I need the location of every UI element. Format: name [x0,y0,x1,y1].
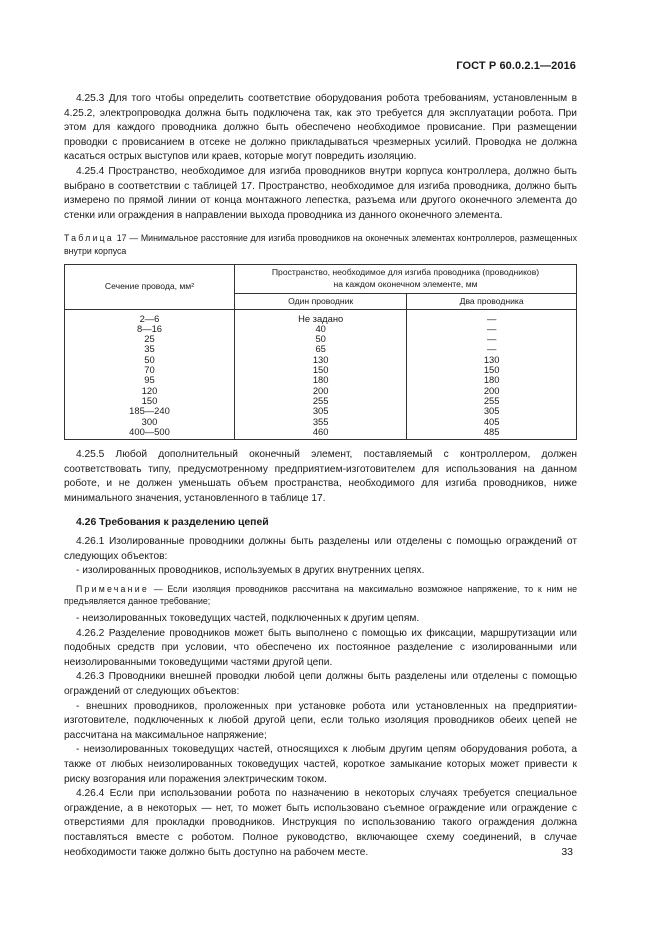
paragraph-4-26-1: 4.26.1 Изолированные проводники должны быть разделены или отделены с помощью ограждений от следующих объектов: [64,536,577,562]
list-item: - внешних проводников, проложенных при установке робота или установленных на предприятии-изготовителе, подключенных к любой другой цепи, если только изоляция проводников обеих цепей не рассчитана на максимальное напряжение; [64,700,577,741]
paragraph-4-25-5: 4.25.5 Любой дополнительный оконечный элемент, поставляемый с контроллером, должен соответствовать типу, предусмотренному предприятием-изготовителем для использования на данном роботе, и не должен уменьшать объем пространства, необходимого для изгиба проводников, ниже минимального значения, установленного в таблице 17. [64,449,577,504]
cell-one-conductor: 150 [235,365,407,375]
col-header-one-conductor: Один проводник [235,293,407,309]
cell-section: 25 [65,334,235,344]
cell-one-conductor: Не задано [235,309,407,324]
table-caption-text: 17 — Минимальное расстояние для изгиба проводников на оконечных элементах контроллеров, размещенных внутри корпуса [64,233,577,256]
table-17-caption [64,232,577,257]
cell-section: 120 [65,386,235,396]
section-heading-4-26: 4.26 Требования к разделению цепей [76,517,269,529]
cell-one-conductor: 40 [235,324,407,334]
note-label: Примечание [76,583,149,594]
cell-one-conductor: 355 [235,417,407,427]
col-header-space [235,264,577,293]
cell-one-conductor: 200 [235,386,407,396]
table-17-body [65,309,577,440]
cell-two-conductors: — [407,324,577,334]
paragraph-4-26-4: 4.26.4 Если при использовании робота по назначению в некоторых случаях требуется специальное ограждение, а в некоторых — нет, то может быть использовано съемное ограждение или ограждение с отверстиями для прокладки проводников. Инструкция по использованию такого ограждения должна поставляться вместе с роботом. Полное руководство, включающее схему соединений, в случае необходимости также должно быть доступно на рабочем месте. [64,788,577,858]
table-label: Таблица [64,233,114,244]
cell-section: 50 [65,355,235,365]
col-header-section: Сечение провода, мм² [65,264,235,309]
cell-one-conductor: 305 [235,406,407,416]
cell-one-conductor: 180 [235,375,407,385]
table-17 [64,264,577,441]
paragraph-4-25-3: 4.25.3 Для того чтобы определить соответствие оборудования робота требованиям, установленным в 4.25.2, электропроводка должна быть подключена так, как это требуется для эксплуатации робота. При этом для каждого проводника должно быть обеспечено необходимое провисание. При размещении проводки с провисанием в отсеке не должно прикладываться чрезмерных усилий. Проводка не должна касаться острых выступов или краев, которые могут повредить изоляцию. [64,93,577,163]
paragraph-4-26-2: 4.26.2 Разделение проводников может быть выполнено с помощью их фиксации, маршрутизации или подобных средств при условии, что обеспечено их постоянное разделение с изолированными или неизолированными токоведущими частями другой цепи. [64,627,577,668]
paragraph-4-25-4: 4.25.4 Пространство, необходимое для изгиба проводников внутри корпуса контроллера, должно быть выбрано в соответствии с таблицей 17. Пространство, необходимое для изгиба проводника, должно быть измерено по прямой линии от конца монтажного лепестка, разъема или другого оконечного элемента до стенки или ограждения в направлении выхода проводника из данного оконечного элемента. [64,165,577,221]
list-item: - неизолированных токоведущих частей, относящихся к любым другим цепям оборудования робота, а также от любых неизолированных токоведущих частей, короткое замыкание которых может привести к риску возгорания или поражения электрическим током. [64,744,577,785]
cell-section: 185—240 [65,406,235,416]
list-item: - неизолированных токоведущих частей, подключенных к другим цепям. [76,613,420,625]
cell-two-conductors: 405 [407,417,577,427]
col-header-two-conductors: Два проводника [407,293,577,309]
cell-two-conductors: 150 [407,365,577,375]
cell-section: 150 [65,396,235,406]
cell-two-conductors: — [407,334,577,344]
cell-two-conductors: 485 [407,427,577,440]
cell-one-conductor: 50 [235,334,407,344]
cell-two-conductors: 130 [407,355,577,365]
paragraph-4-26-3: 4.26.3 Проводники внешней проводки любой цепи должны быть разделены или отделены с помощью ограждений от следующих объектов: [64,671,577,697]
cell-two-conductors: — [407,344,577,354]
cell-section: 70 [65,365,235,375]
cell-two-conductors: 255 [407,396,577,406]
cell-section: 95 [65,375,235,385]
cell-one-conductor: 65 [235,344,407,354]
cell-two-conductors: — [407,309,577,324]
table-row [65,406,577,416]
table-row [65,309,577,324]
cell-two-conductors: 305 [407,406,577,416]
list-item: - изолированных проводников, используемых в других внутренних цепях. [76,565,425,577]
page-number: 33 [561,846,573,858]
document-body [64,92,577,860]
note-text: — Если изоляция проводников рассчитана на максимально возможное напряжение, то к ним не предъявляется данное требование; [64,583,577,607]
col-header-space-line2: на каждом оконечном элементе, мм [333,278,478,289]
cell-section: 2—6 [65,309,235,324]
cell-one-conductor: 130 [235,355,407,365]
cell-section: 300 [65,417,235,427]
cell-two-conductors: 200 [407,386,577,396]
cell-section: 400—500 [65,427,235,440]
cell-one-conductor: 460 [235,427,407,440]
table-row [65,427,577,440]
cell-section: 8—16 [65,324,235,334]
standard-number: ГОСТ Р 60.0.2.1—2016 [456,60,576,72]
cell-one-conductor: 255 [235,396,407,406]
cell-section: 35 [65,344,235,354]
col-header-space-line1: Пространство, необходимое для изгиба проводника (проводников) [271,267,540,278]
note [64,583,577,608]
cell-two-conductors: 180 [407,375,577,385]
